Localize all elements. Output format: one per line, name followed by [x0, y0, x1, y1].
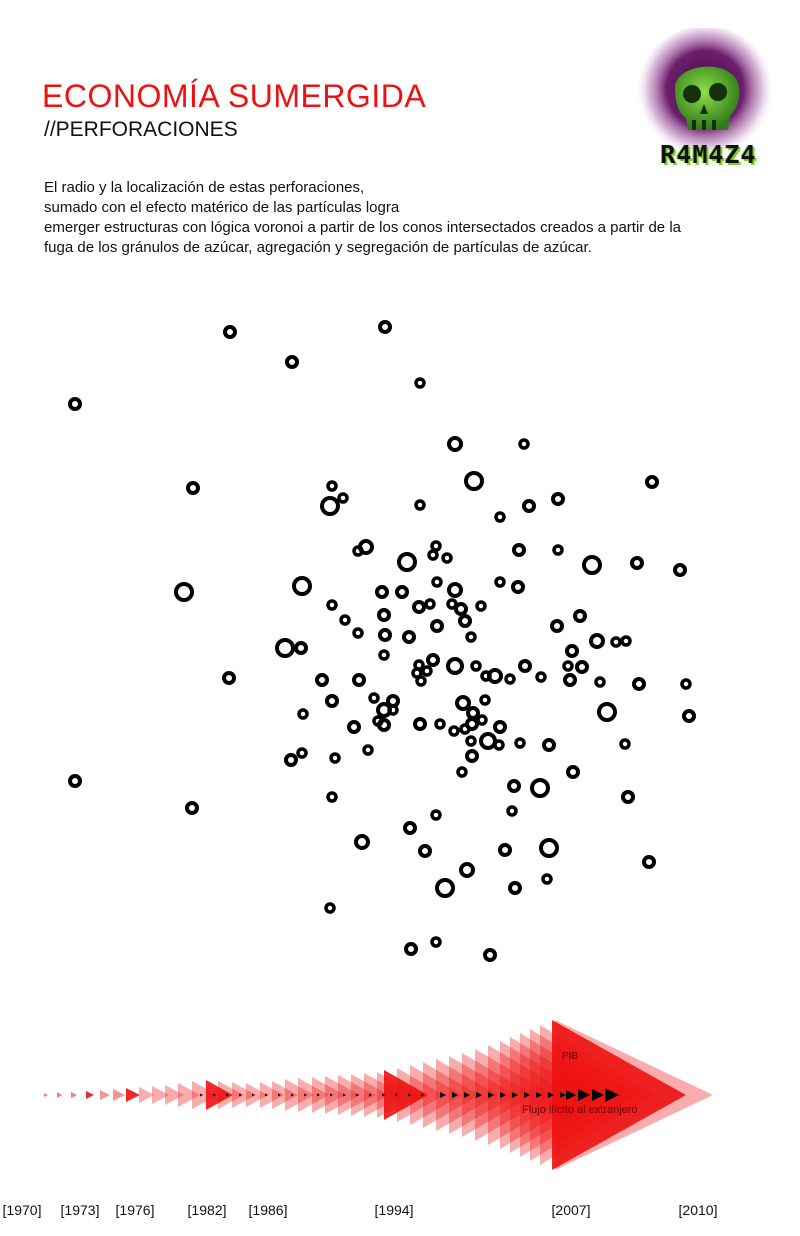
perforation-ring — [506, 675, 514, 683]
perforation-ring — [644, 857, 654, 867]
perforation-ring — [481, 734, 495, 748]
perforation-ring — [537, 673, 545, 681]
perforation-ring — [413, 669, 421, 677]
timeline-diagram — [0, 990, 800, 1190]
perforation-ring — [516, 739, 524, 747]
perforation-ring — [420, 846, 430, 856]
perforation-ring — [524, 501, 534, 511]
perforation-ring — [495, 741, 503, 749]
perforation-ring — [286, 755, 296, 765]
perforation-ring — [509, 781, 519, 791]
perforation-ring — [432, 811, 440, 819]
perforation-ring — [591, 635, 603, 647]
perforation-ring — [354, 629, 362, 637]
perforation-ring — [414, 602, 424, 612]
perforation-ring — [397, 587, 407, 597]
perforation-ring — [443, 554, 451, 562]
perforation-ring — [432, 938, 440, 946]
page-subtitle: //PERFORACIONES — [44, 118, 238, 141]
perforation-ring — [510, 883, 520, 893]
perforation-ring — [514, 545, 524, 555]
perforation-ring — [423, 667, 431, 675]
perforation-ring — [567, 646, 577, 656]
perforation-ring — [389, 706, 397, 714]
perforation-ring — [632, 558, 642, 568]
perforation-ring — [508, 807, 516, 815]
perforation-ring — [552, 621, 562, 631]
perforation-ring — [553, 494, 563, 504]
pib-triangle — [86, 1091, 94, 1099]
perforation-ring — [416, 501, 424, 509]
perforation-ring — [429, 551, 437, 559]
perforation-ring — [532, 780, 548, 796]
perforation-ring — [380, 651, 388, 659]
year-label-1970: [1970] — [2, 1202, 42, 1218]
perforation-ring — [460, 616, 470, 626]
perforation-ring — [577, 662, 587, 672]
perforation-ring — [277, 640, 293, 656]
year-label-1994: [1994] — [374, 1202, 414, 1218]
perforation-ring — [596, 678, 604, 686]
perforation-ring — [456, 604, 466, 614]
perforation-ring — [634, 679, 644, 689]
perforation-ring — [433, 578, 441, 586]
perforation-ring — [436, 720, 444, 728]
perforation-ring — [225, 327, 235, 337]
perforation-ring — [370, 694, 378, 702]
perforation-ring — [496, 578, 504, 586]
year-label-1982: [1982] — [187, 1202, 227, 1218]
perforation-ring — [328, 601, 336, 609]
perforation-ring — [354, 547, 362, 555]
perforation-ring — [349, 722, 359, 732]
perforation-ring — [468, 708, 478, 718]
perforation-ring — [399, 554, 415, 570]
perforation-ring — [467, 737, 475, 745]
perforation-ring — [224, 673, 234, 683]
perforation-ring — [461, 725, 469, 733]
perforation-ring — [328, 793, 336, 801]
pib-triangle — [100, 1090, 110, 1100]
perforation-ring — [450, 727, 458, 735]
perforations-diagram — [0, 300, 800, 990]
perforation-ring — [437, 880, 453, 896]
perforation-ring — [432, 621, 442, 631]
perforation-ring — [188, 483, 198, 493]
perforation-ring — [317, 675, 327, 685]
perforation-ring — [339, 494, 347, 502]
perforation-ring — [568, 767, 578, 777]
perforation-ring — [432, 542, 440, 550]
perforation-ring — [675, 565, 685, 575]
perforation-ring — [496, 513, 504, 521]
perforation-ring — [612, 638, 620, 646]
perforation-ring — [448, 659, 462, 673]
year-label-1986: [1986] — [248, 1202, 288, 1218]
perforation-ring — [326, 904, 334, 912]
perforation-ring — [364, 746, 372, 754]
perforation-ring — [477, 602, 485, 610]
perforation-ring — [495, 722, 505, 732]
perforation-ring — [544, 740, 554, 750]
perforation-ring — [565, 675, 575, 685]
perforation-ring — [467, 751, 477, 761]
perforation-ring — [520, 661, 530, 671]
perforation-ring — [404, 632, 414, 642]
perforation-ring — [500, 845, 510, 855]
perforation-ring — [299, 710, 307, 718]
perforation-ring — [341, 616, 349, 624]
perforation-ring — [294, 578, 310, 594]
perforation-ring — [599, 704, 615, 720]
page-title: ECONOMÍA SUMERGIDA — [42, 78, 427, 114]
perforation-ring — [356, 836, 368, 848]
perforation-ring — [331, 754, 339, 762]
perforation-ring — [584, 557, 600, 573]
pib-triangle — [57, 1092, 62, 1098]
perforation-ring — [481, 696, 489, 704]
perforation-ring — [513, 582, 523, 592]
perforation-ring — [380, 630, 390, 640]
perforation-ring — [415, 719, 425, 729]
perforation-ring — [467, 633, 475, 641]
pib-triangle — [126, 1088, 140, 1102]
perforation-ring — [449, 584, 461, 596]
perforation-ring — [622, 637, 630, 645]
perforation-ring — [472, 662, 480, 670]
perforation-ring — [554, 546, 562, 554]
perforation-ring — [520, 440, 528, 448]
pib-label: PIB — [562, 1051, 579, 1062]
perforation-ring — [623, 792, 633, 802]
perforation-ring — [405, 823, 415, 833]
perforation-ring — [428, 655, 438, 665]
perforation-ring — [70, 776, 80, 786]
perforation-ring — [327, 696, 337, 706]
pib-triangle — [44, 1093, 48, 1097]
perforation-ring — [684, 711, 694, 721]
perforation-ring — [621, 740, 629, 748]
year-label-1973: [1973] — [60, 1202, 100, 1218]
perforation-ring — [682, 680, 690, 688]
pib-triangle — [139, 1087, 154, 1103]
year-label-2010: [2010] — [678, 1202, 718, 1218]
perforation-ring — [416, 379, 424, 387]
perforation-ring — [426, 600, 434, 608]
perforation-ring — [328, 482, 336, 490]
description-text: El radio y la localización de estas perforaciones, sumado con el efecto matérico de las partículas logra emerger estructuras con lógica voronoi a partir de los conos intersectados creados a partir de la fuga de los gránulos de azúcar, agregación y segregación de partículas de azúcar. — [44, 179, 681, 256]
perforation-ring — [377, 587, 387, 597]
perforation-ring — [187, 803, 197, 813]
perforation-ring — [406, 944, 416, 954]
perforation-ring — [489, 670, 501, 682]
year-label-2007: [2007] — [551, 1202, 591, 1218]
perforation-ring — [564, 662, 572, 670]
perforation-ring — [543, 875, 551, 883]
perforation-ring — [379, 720, 389, 730]
perforation-ring — [575, 611, 585, 621]
perforation-ring — [449, 438, 461, 450]
perforation-ring — [176, 584, 192, 600]
perforation-ring — [379, 610, 389, 620]
perforation-ring — [478, 716, 486, 724]
perforation-ring — [298, 749, 306, 757]
perforation-ring — [457, 697, 469, 709]
year-label-1976: [1976] — [115, 1202, 155, 1218]
perforation-ring — [461, 864, 473, 876]
perforation-ring — [485, 950, 495, 960]
perforation-ring — [287, 357, 297, 367]
perforation-ring — [466, 473, 482, 489]
perforation-ring — [296, 643, 306, 653]
pib-triangle — [71, 1092, 77, 1098]
perforation-ring — [647, 477, 657, 487]
perforation-ring — [354, 675, 364, 685]
flujo-label: Flujo ilícito al extranjero — [522, 1104, 638, 1116]
perforation-ring — [458, 768, 466, 776]
perforation-ring — [322, 498, 338, 514]
perforation-ring — [380, 322, 390, 332]
perforation-ring — [541, 840, 557, 856]
perforation-ring — [70, 399, 80, 409]
pib-triangle — [113, 1089, 125, 1101]
logo-text: R4M4Z4 — [660, 140, 757, 169]
